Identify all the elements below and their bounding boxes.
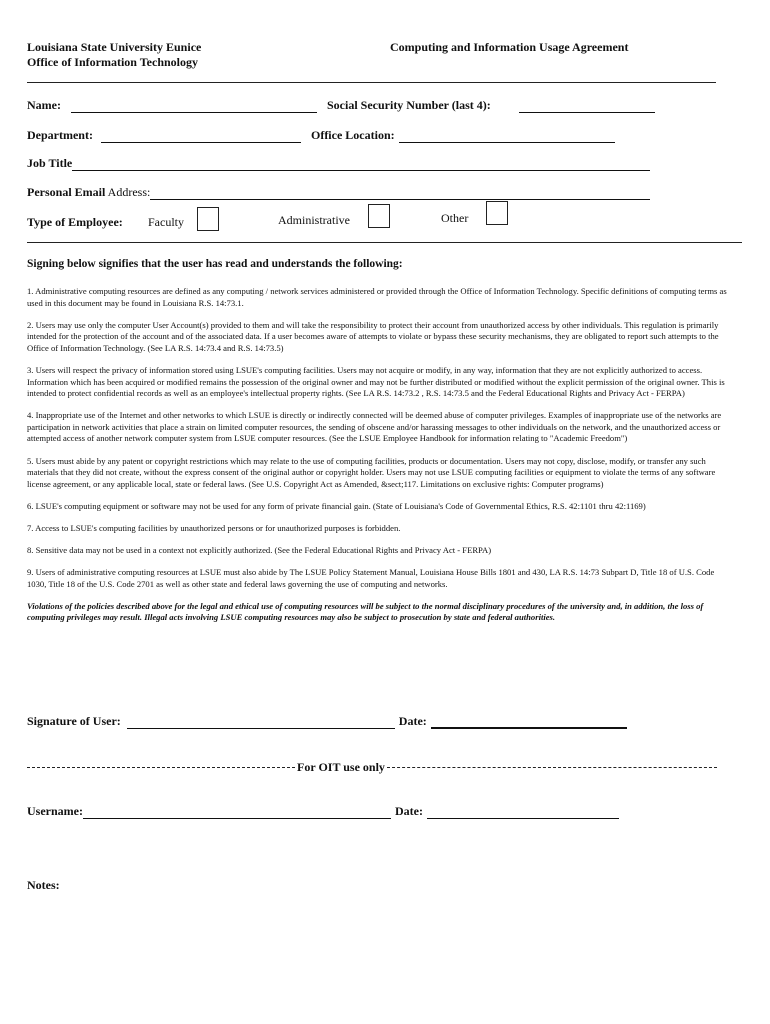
email-label-rest: Address: — [105, 185, 151, 199]
administrative-label: Administrative — [278, 213, 350, 227]
header-divider — [27, 82, 716, 83]
job-title-row — [27, 156, 654, 171]
office-location-label: Office Location: — [310, 128, 395, 142]
signature-field[interactable] — [127, 717, 395, 729]
oit-divider — [27, 760, 717, 775]
agreement-item: 9. Users of administrative computing resources at LSUE must also abide by The LSUE Policy Statement Manual, Louisiana House Bills 1801 and 430, LA R.S. 14:73 Subpart D, Title 18 of U.S. Code 1030, Title 18 of the U.S. Code 2701 as well as other state and federal laws governing the use of computing and networks. — [27, 567, 715, 589]
agreement-heading: Signing below signifies that the user has read and understands the following: — [27, 258, 403, 270]
job-title-label: Job Title — [27, 156, 73, 170]
name-label: Name: — [27, 98, 61, 112]
other-checkbox[interactable] — [486, 201, 508, 225]
agreement-item: 2. Users may use only the computer User Account(s) provided to them and will take the responsibility to protect their account from unauthorized access by other individuals. This regulation is primarily intended for the protection of the account and of the associated data. If a user becomes aware of attempts to violate or bypass these security mechanisms, they are obligated to report such attempts to the Office of Information Technology. (See LA R.S. 14:73.4 and R.S. 14:73.5) — [27, 319, 719, 353]
org-office: Office of Information Technology — [27, 55, 198, 69]
administrative-checkbox[interactable] — [368, 204, 390, 228]
name-row — [27, 98, 659, 113]
faculty-label: Faculty — [148, 215, 184, 229]
agreement-item: 4. Inappropriate use of the Internet and other networks to which LSUE is directly or indirectly connected will be deemed abuse of computer privileges. Examples of inappropriate use of the networks are participation in network activities that place a strain on limited computer resources, the sending of obscene and/or harassing messages to other individuals on the network, and the unauthorized access or attempted access of another network computer system from LSUE computer resources. (See the LSUE Employee Handbook for information relating to "Academic Freedom") — [27, 410, 722, 444]
org-name: Louisiana State University Eunice — [27, 40, 202, 54]
signature-date-field[interactable] — [431, 716, 627, 729]
agreement-item: 5. Users must abide by any patent or copyright restrictions which may relate to the use of computing facilities, products or documentation. Users may not copy, disclose, modify, or transfer any such materials that they did not create, without the express consent of the original author or copyright holder. Users may not use LSUE computing facilities or equipment to violate the terms of any software license agreement, or any applicable local, state or federal laws. (See U.S. Copyright Act as Amended, &sect;117. Limitations on exclusive rights: Computer programs) — [27, 455, 716, 489]
name-field[interactable] — [71, 101, 317, 113]
username-label: Username: — [27, 804, 83, 818]
username-row — [27, 804, 623, 819]
agreement-item: 3. Users will respect the privacy of information stored using LSUE's computing facilities. Users may not acquire or modify, in any way, information that they are not explicitly authorized to access. Information which has been acquired or modified remains the possession of the original owner and may not be further distributed or modified without the explicit permission of the original owner. This is intended to protect confidential records as well as an employee's intellectual property rights. (See LA R.S. 14:73.2 , R.S. 14:73.5 and the Federal Educational Rights and Privacy Act - FERPA) — [27, 364, 725, 399]
department-row — [27, 128, 619, 143]
agreement-item: 8. Sensitive data may not be used in a context not explicitly authorized. (See the Federal Educational Rights and Privacy Act - FERPA) — [27, 545, 492, 555]
ssn-field[interactable] — [519, 101, 655, 113]
signature-label: Signature of User: — [27, 714, 121, 728]
username-field[interactable] — [83, 807, 391, 819]
oit-divider-label: For OIT use only — [297, 760, 385, 774]
email-label: Personal Email — [27, 185, 106, 199]
document-title: Computing and Information Usage Agreement — [390, 40, 629, 54]
department-label: Department: — [27, 128, 93, 142]
email-field[interactable] — [150, 188, 650, 200]
signature-date-label: Date: — [398, 714, 427, 728]
department-field[interactable] — [101, 131, 301, 143]
other-label: Other — [441, 211, 469, 225]
job-title-field[interactable] — [72, 159, 650, 171]
faculty-checkbox[interactable] — [197, 207, 219, 231]
email-row — [27, 185, 654, 200]
agreement-items — [27, 286, 727, 634]
org-header — [27, 40, 201, 70]
employee-type-label: Type of Employee: — [27, 215, 123, 229]
oit-date-field[interactable] — [427, 807, 619, 819]
agreement-item: 7. Access to LSUE's computing facilities by unauthorized persons or for unauthorized purposes is forbidden. — [27, 522, 401, 533]
notes-label: Notes: — [27, 878, 60, 892]
employee-type-row — [27, 215, 123, 230]
agreement-item: 1. Administrative computing resources are defined as any computing / network services administered or provided through the Office of Information Technology. Specific definitions of computing terms as used in this document may be found in Louisiana R.S. 14:73.1. — [27, 286, 727, 308]
oit-date-label: Date: — [394, 804, 423, 818]
violations-notice: Violations of the policies described above for the legal and ethical use of computing resources will be subject to the normal disciplinary procedures of the university and, in addition, the loss of computing privileges may result. Illegal acts involving LSUE computing resources may also be subject to prosecution by state and federal authorities. — [27, 600, 704, 623]
office-location-field[interactable] — [399, 131, 615, 143]
form-divider — [27, 242, 742, 243]
agreement-item: 6. LSUE's computing equipment or software may not be used for any form of private financial gain. (State of Louisiana's Code of Governmental Ethics, R.S. 42:1101 thru 42:1169) — [27, 500, 646, 511]
ssn-label: Social Security Number (last 4): — [326, 98, 491, 112]
signature-row — [27, 714, 631, 729]
